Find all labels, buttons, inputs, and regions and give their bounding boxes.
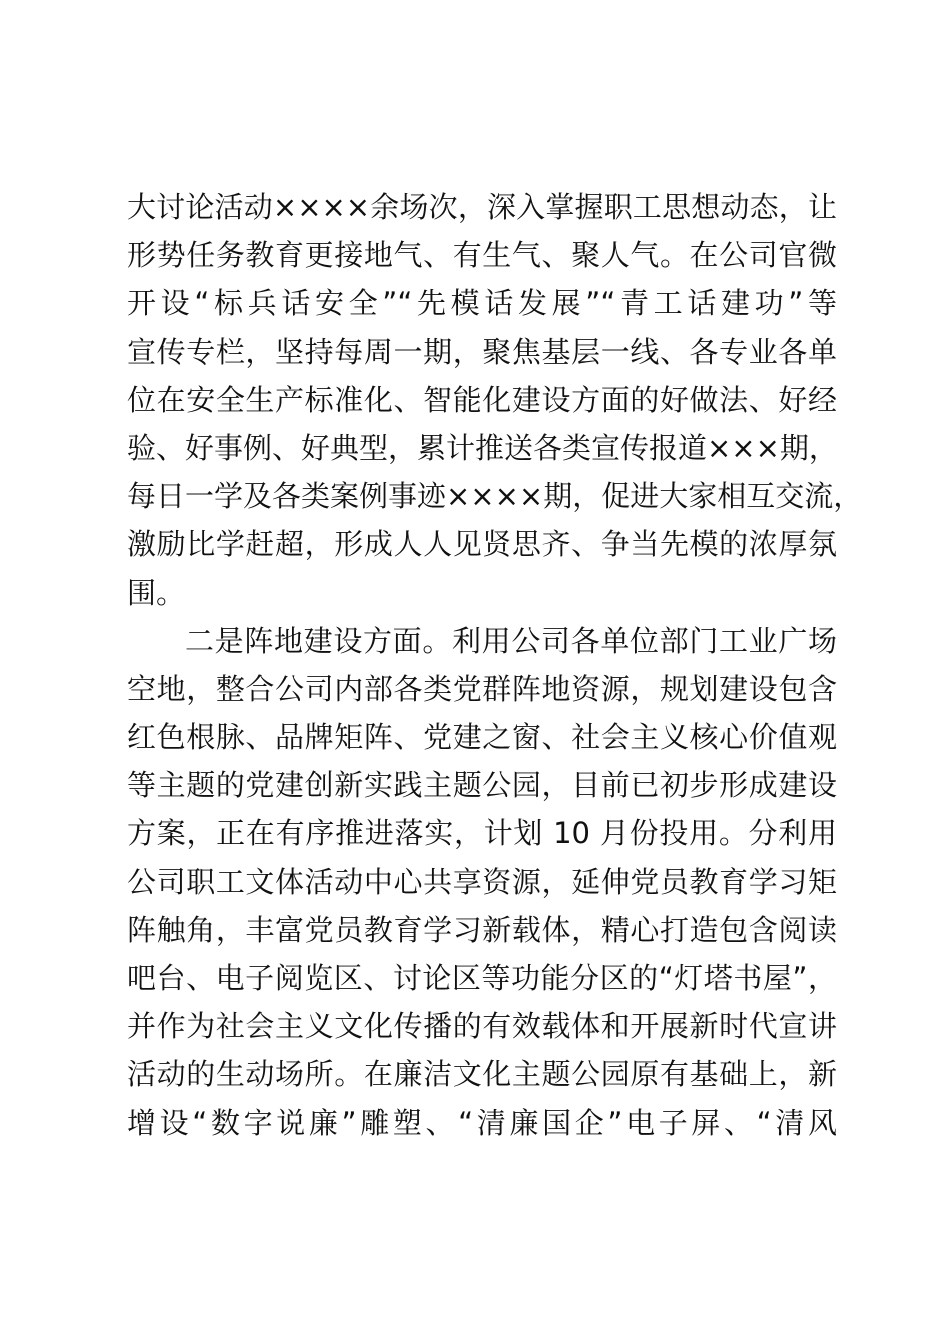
- text-line-15: 公司职工文体活动中心共享资源，延伸党员教育学习矩: [127, 864, 837, 899]
- text-line-17: 吧台、电子阅览区、讨论区等功能分区的“灯塔书屋”，: [127, 961, 837, 995]
- text-line-13: 等主题的党建创新实践主题公园，目前已初步形成建设: [127, 768, 837, 803]
- paragraph-2-first-line: 二是阵地建设方面。利用公司各单位部门工业广场: [185, 623, 837, 658]
- text-line-6: 验、好事例、好典型，累计推送各类宣传报道×××期，: [127, 430, 838, 465]
- text-line-14: 方案，正在有序推进落实，计划 10 月份投用。分利用: [127, 816, 837, 851]
- text-line-2: 形势任务教育更接地气、有生气、聚人气。在公司官微: [127, 238, 837, 273]
- text-line-7: 每日一学及各类案例事迹××××期，促进大家相互交流，: [127, 479, 863, 514]
- text-line-19: 活动的生动场所。在廉洁文化主题公园原有基础上，新: [127, 1057, 837, 1092]
- text-line-8: 激励比学赶超，形成人人见贤思齐、争当先模的浓厚氛: [127, 527, 837, 562]
- text-line-12: 红色根脉、品牌矩阵、党建之窗、社会主义核心价值观: [127, 720, 837, 755]
- text-line-18: 并作为社会主义文化传播的有效载体和开展新时代宣讲: [127, 1009, 837, 1044]
- text-line-16: 阵触角，丰富党员教育学习新载体，精心打造包含阅读: [127, 912, 837, 947]
- body-text: [127, 183, 863, 1147]
- text-line-4: 宣传专栏，坚持每周一期，聚焦基层一线、各专业各单: [127, 334, 837, 369]
- text-line-3: 开设“标兵话安全”“先模话发展”“青工话建功”等: [127, 286, 837, 321]
- text-line-9: 围。: [127, 575, 186, 610]
- text-line-1: 大讨论活动××××余场次，深入掌握职工思想动态，让: [127, 190, 837, 224]
- text-line-5: 位在安全生产标准化、智能化建设方面的好做法、好经: [127, 382, 837, 417]
- text-line-11: 空地，整合公司内部各类党群阵地资源，规划建设包含: [127, 671, 837, 706]
- text-line-20: 增设“数字说廉”雕塑、“清廉国企”电子屏、“清风: [127, 1105, 837, 1140]
